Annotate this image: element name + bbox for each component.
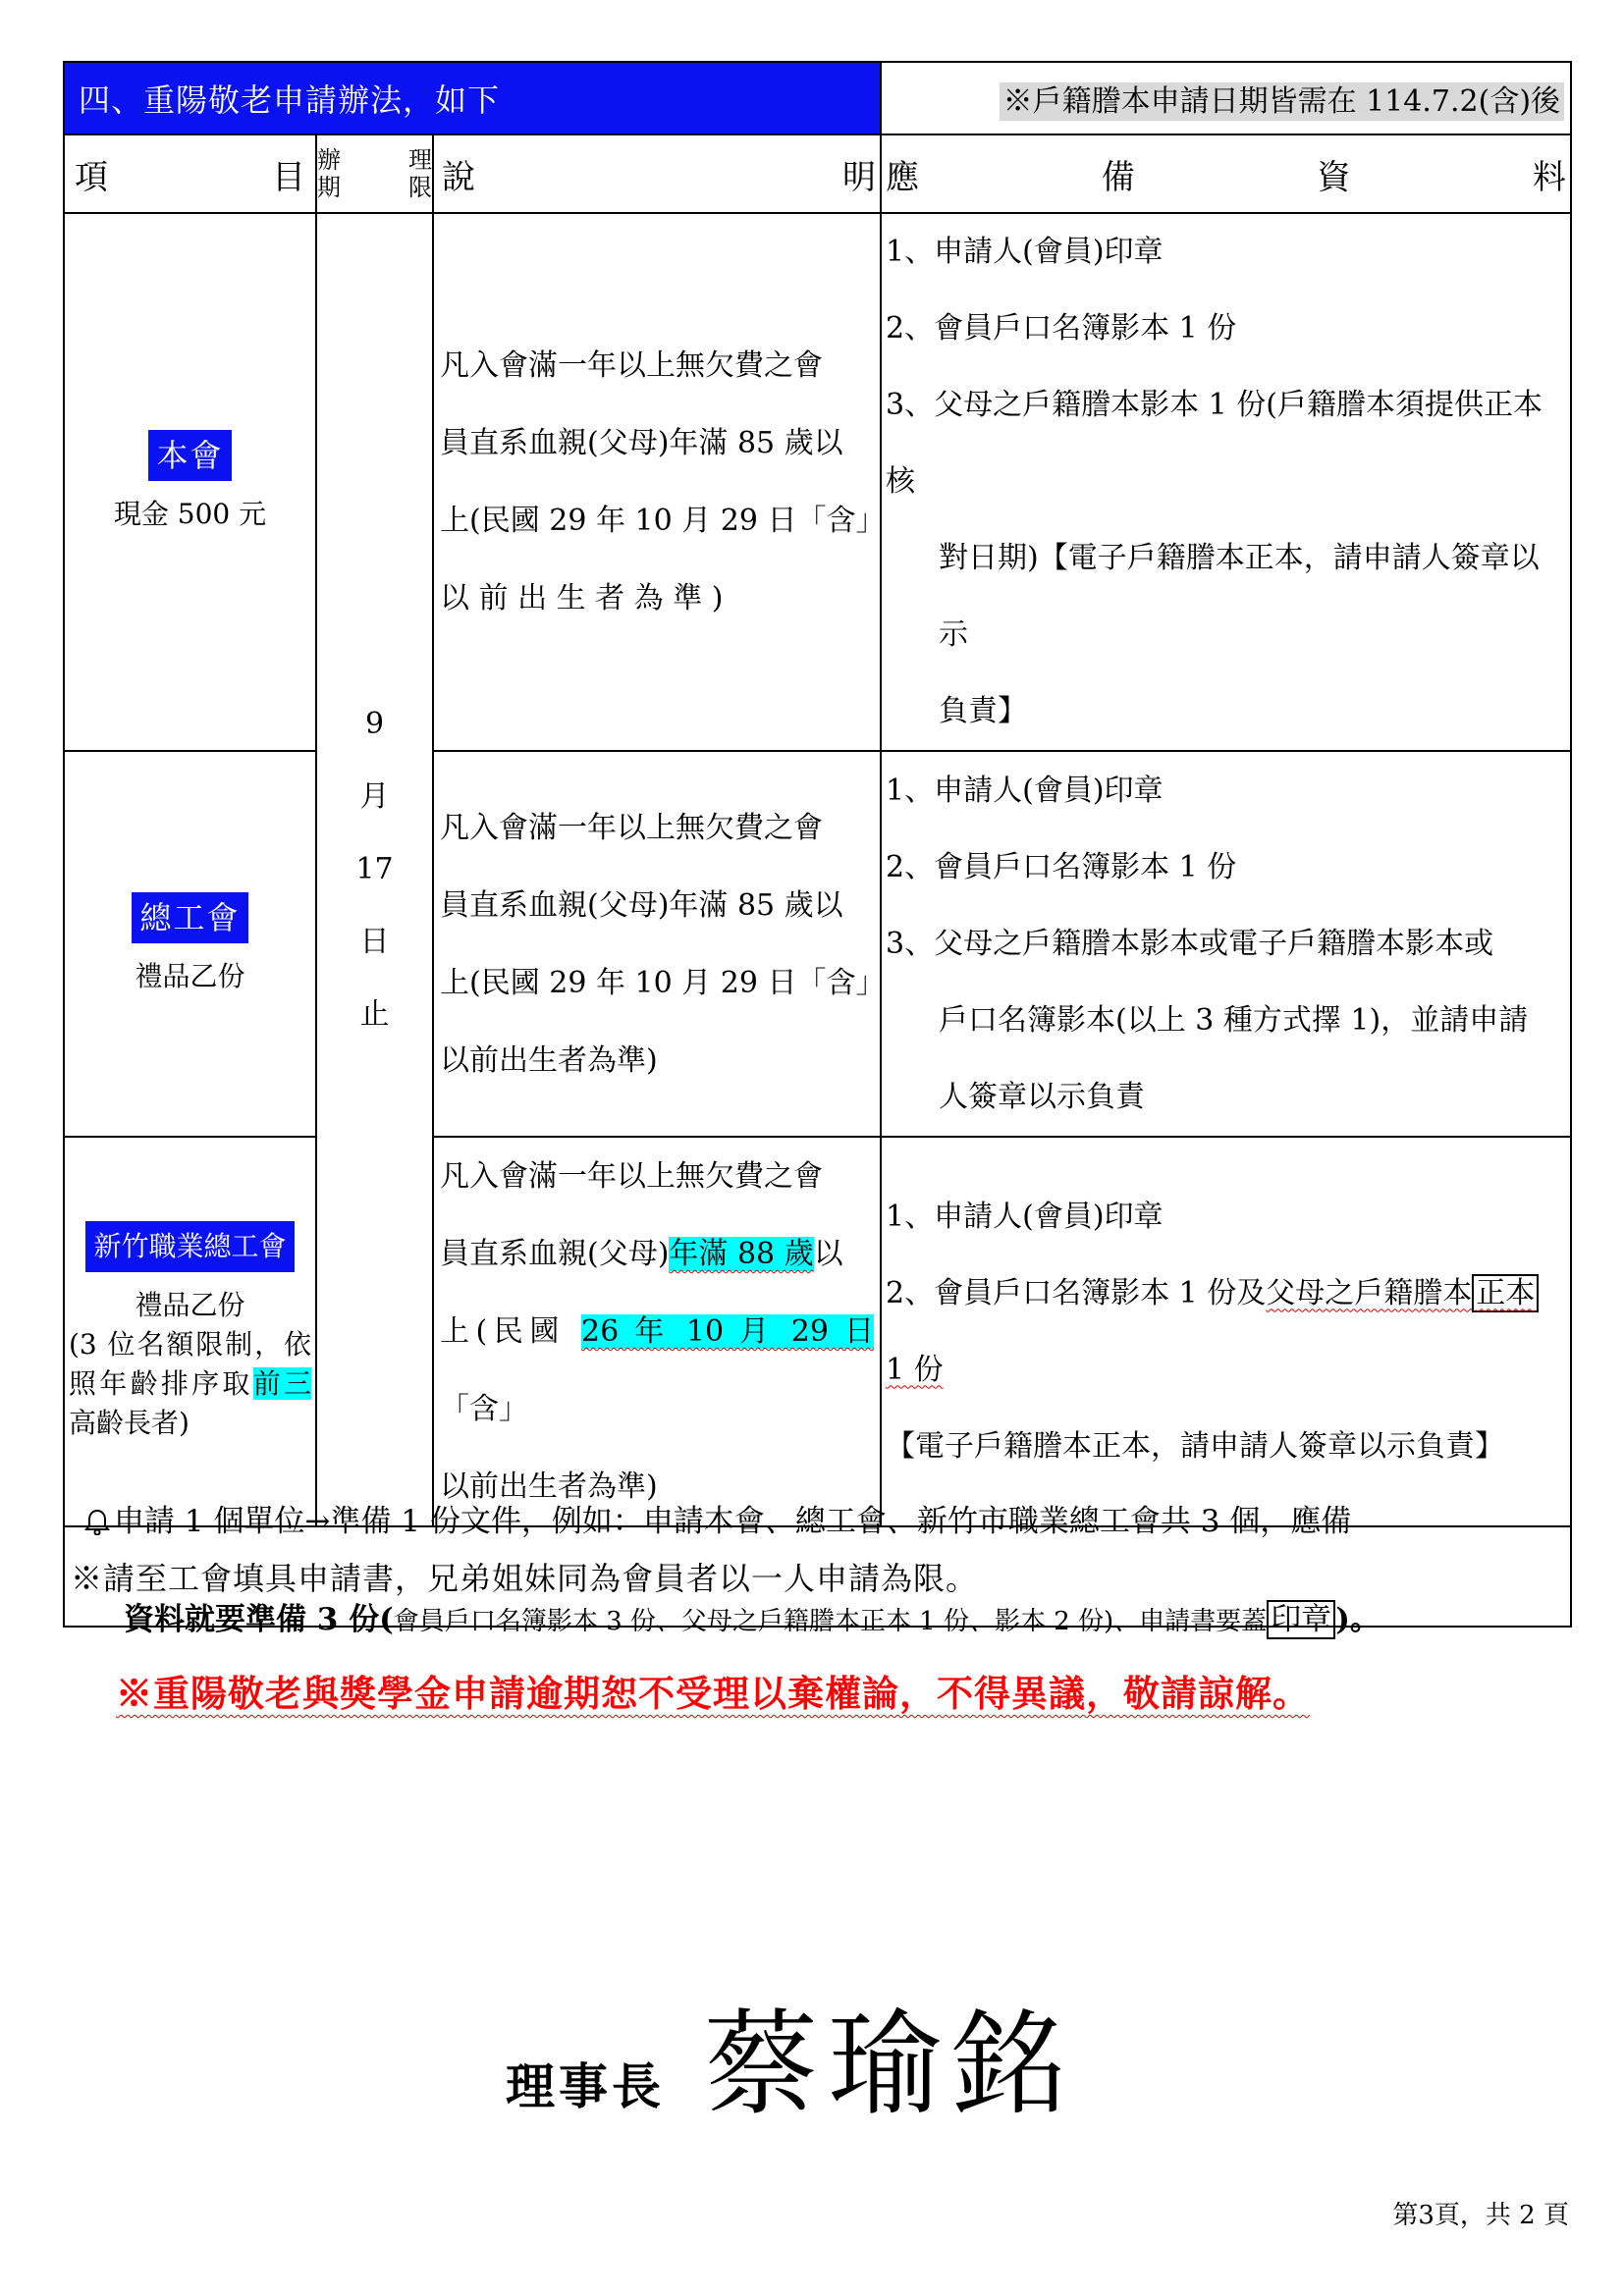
table-row [64,751,1571,1137]
org-tag: 總工會 [132,892,247,943]
org-cell [64,213,316,751]
application-table [63,61,1572,1628]
org-cell [64,751,316,1137]
signer-title: 理事長 [506,2057,665,2115]
org-benefit: 禮品乙份 [135,1288,245,1321]
documents-cell: 1、申請人(會員)印章 2、會員戶口名簿影本 1 份 3、父母之戶籍謄本影本 1 份(戶籍謄本須提供正本核 對日期)【電子戶籍謄本正本，請申請人簽章以示 負責】 [881,213,1571,751]
bell-icon [84,1478,110,1573]
description-cell: 凡入會滿一年以上無欠費之會 員直系血親(父母)年滿 85 歲以 上(民國 29 年 10 月 29 日「含」 以 前 出 生 者 為 準 ) [433,213,881,751]
org-benefit: 禮品乙份 [135,959,245,992]
table-row [64,1137,1571,1526]
table-header-row [64,134,1571,213]
org-benefit: 現金 500 元 [113,498,267,530]
documents-cell: 1、申請人(會員)印章 2、會員戶口名簿影本 1 份及父母之戶籍謄本 正本 1 份 【電子戶籍謄本正本，請申請人簽章以示負責】 [881,1137,1571,1526]
description-cell: 凡入會滿一年以上無欠費之會 員直系血親(父母)年滿 85 歲以 上(民國 29 年 10 月 29 日「含」 以前出生者為準) [433,751,881,1137]
tip-paragraph: 申請 1 個單位→準備 1 份文件，例如：申請本會、總工會、新竹市職業總工會共 3 個，應備 資料就要準備 3 份(會員戶口名簿影本 3 份、父母之戶籍謄本正本 1 份、影本 2 份)、申請書要蓋 印章 )。 [84,1474,1572,1669]
deadline-warning: ※重陽敬老與獎學金申請逾期恕不受理以棄權論，不得異議，敬請諒解。 [116,1672,1310,1715]
description-cell: 凡入會滿一年以上無欠費之會 員直系血親(父母)年滿 88 歲以 上(民國 26 年 10 月 29 日「含」 以前出生者為準) [433,1137,881,1526]
quota-note: (3 位名額限制，依照年齡排序取前三高齡長者) [69,1327,311,1439]
org-tag: 新竹職業總工會 [85,1221,294,1272]
signer-name: 蔡瑜銘 [704,1999,1075,2131]
documents-cell: 1、申請人(會員)印章 2、會員戶口名簿影本 1 份 3、父母之戶籍謄本影本或電子戶籍謄本影本或 戶口名簿影本(以上 3 種方式擇 1)，並請申請 人簽章以示負責 [881,751,1571,1137]
header-item: 項 目 [64,134,316,213]
period-cell: 9 月 17 日 止 [316,213,433,1526]
header-description: 說 明 [433,134,881,213]
table-title-row [64,62,1571,134]
table-row [64,213,1571,751]
header-required-documents: 應 備 資 料 [881,134,1571,213]
header-period: 辦 理 期 限 [316,134,433,213]
page-number: 第3頁，共 2 頁 [1392,2201,1569,2230]
signature-block [506,1973,1075,2137]
household-date-note: ※戶籍謄本申請日期皆需在 114.7.2(含)後 [881,62,1571,134]
org-cell [64,1137,316,1526]
table-footer-note: ※請至工會填具申請書，兄弟姐妹同為會員者以一人申請為限。 [64,1526,1571,1627]
section-title: 四、重陽敬老申請辦法，如下 [64,62,881,134]
org-tag: 本會 [148,430,231,481]
